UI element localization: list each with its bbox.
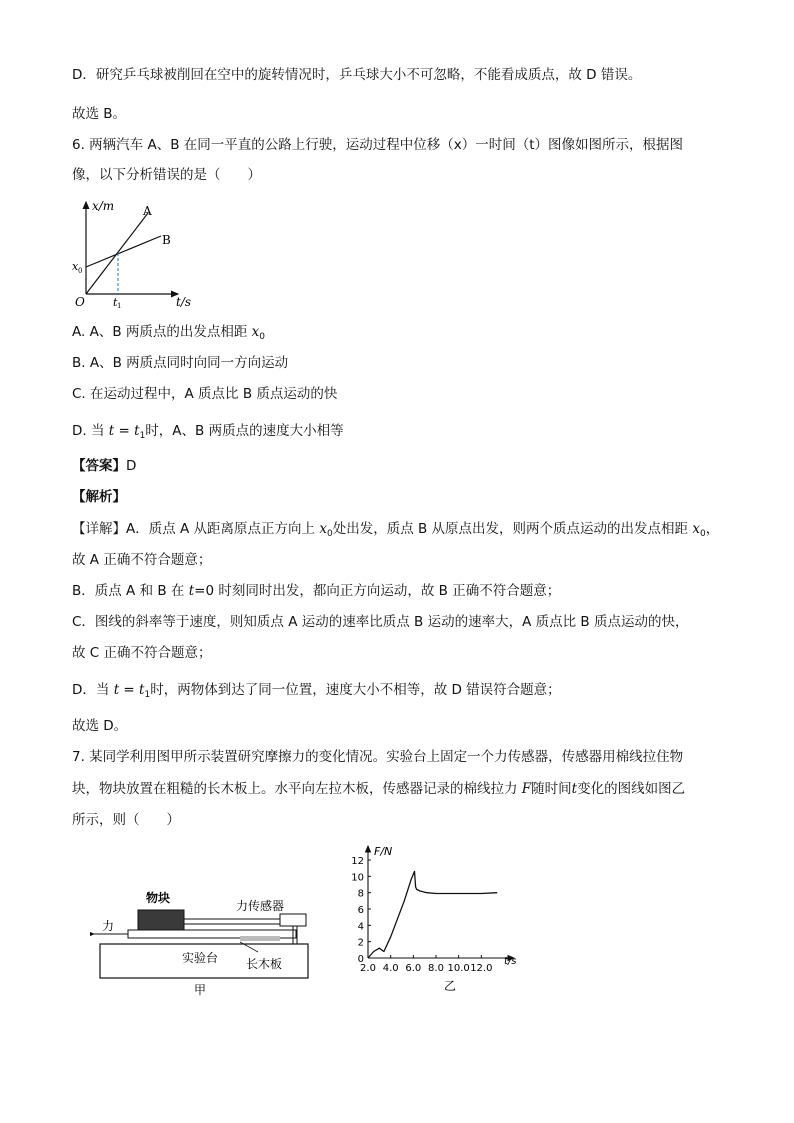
- q7-caption-jia: 甲: [194, 983, 207, 997]
- q7-chart-series-line: [368, 871, 497, 958]
- q6-x0-label: x: [72, 260, 79, 273]
- q7-stem2-a: 块，物块放置在粗糙的长木板上。水平向左拉木板，传感器记录的棉线拉力: [72, 781, 522, 797]
- q6-option-c: C. 在运动过程中，A 质点比 B 质点运动的快: [72, 386, 338, 402]
- q7-board-shadow: [240, 936, 280, 941]
- q6-conclusion: 故选 D。: [72, 718, 128, 734]
- q7-stem2-F: F: [521, 781, 532, 797]
- q6-option-d-t1sub: 1: [139, 431, 146, 441]
- q6-stem-line1: 6. 两辆汽车 A、B 在同一平直的公路上行驶，运动过程中位移（x）一时间（t）图像如图所示，根据图: [72, 137, 684, 153]
- q6-detail6-t1sub: 1: [144, 690, 151, 700]
- q6-x-label: t/s: [176, 295, 192, 309]
- q6-detail1-sub: 0: [326, 529, 333, 539]
- q7-stem2-c: 变化的图线如图乙: [577, 781, 686, 797]
- q6-option-d-t1: t: [134, 423, 140, 439]
- q7-chart-y-tick-label: 0: [357, 954, 364, 965]
- q7-stem-line1: 7. 某同学利用图甲所示装置研究摩擦力的变化情况。实验台上固定一个力传感器，传感器用棉线拉住物: [72, 749, 684, 765]
- q7-chart-x-tick-label: 6.0: [405, 963, 422, 974]
- q6-y-label: x/m: [92, 199, 115, 213]
- q6-option-a: [72, 322, 265, 347]
- q6-detail-line4: C．图线的斜率等于速度，则知质点 A 运动的速率比质点 B 运动的速率大，A 质点比 B 质点运动的快，: [72, 614, 689, 630]
- q6-detail1-var: x: [319, 521, 327, 537]
- q6-option-d-t: t: [108, 423, 115, 439]
- q6-answer: D: [126, 458, 137, 474]
- q7-ft-chart: [338, 838, 534, 1008]
- q6-xt-figure: [66, 196, 206, 312]
- q6-option-d-eq: =: [114, 423, 135, 439]
- q6-option-d-pre: D. 当: [72, 423, 109, 439]
- q7-caption-yi: 乙: [444, 979, 457, 993]
- q6-option-a-var: x: [251, 324, 260, 340]
- q6-analysis-tag-text: 【解析】: [72, 489, 126, 505]
- q6-detail6-eq: =: [119, 682, 140, 698]
- q7-chart-y-tick-label: 8: [357, 888, 364, 900]
- q7-chart-y-tick-label: 12: [351, 856, 364, 867]
- q7-stem-line3: 所示，则（ ）: [72, 812, 180, 828]
- q6-detail3-b: =0 时刻同时出发，都向正方向运动，故 B 正确不符合题意；: [194, 583, 561, 599]
- q6-detail-line3: [72, 581, 560, 601]
- q6-detail3-a: B．质点 A 和 B 在: [72, 583, 189, 599]
- q7-sensor-label: 力传感器: [236, 899, 285, 913]
- q6-detail1-sub2: 0: [699, 529, 706, 539]
- prev-conclusion: 故选 B。: [72, 106, 127, 122]
- q6-detail6-pre: D．当: [72, 682, 114, 698]
- q7-chart-y-tick-label: 2: [357, 937, 364, 949]
- q6-line-b-label: B: [162, 233, 171, 247]
- prev-option-d: D．研究乒乓球被削回在空中的旋转情况时，乒乓球大小不可忽略，不能看成质点，故 D 错误。: [72, 67, 642, 83]
- q6-origin: O: [75, 295, 85, 309]
- q6-detail1-var2: x: [692, 521, 700, 537]
- q7-stem2-b: 随时间: [531, 781, 572, 797]
- q6-detail1-b: 处出发，质点 B 从原点出发，则两个质点运动的出发点相距: [332, 521, 693, 537]
- q7-apparatus-figure: [90, 878, 330, 998]
- q6-detail-line6: [72, 680, 561, 705]
- q6-detail-line1: [72, 519, 719, 544]
- q6-x0-sub: 0: [78, 267, 83, 275]
- q6-option-d: [72, 421, 344, 446]
- q6-detail6-post: 时，两物体到达了同一位置，速度大小不相等，故 D 错误符合题意；: [150, 682, 561, 698]
- q7-chart-x-label: t/s: [504, 956, 517, 967]
- q6-option-a-text: A. A、B 两质点的出发点相距: [72, 324, 252, 340]
- q6-line-a-label: A: [143, 204, 152, 218]
- q7-chart-y-tick-label: 10: [351, 872, 364, 884]
- q7-chart-x-tick-label: 8.0: [428, 963, 444, 974]
- q7-block-label: 物块: [146, 891, 171, 905]
- q7-chart-x-tick-label: 4.0: [382, 963, 399, 974]
- q6-detail-line5: 故 C 正确不符合题意；: [72, 645, 212, 661]
- q7-chart-x-tick-label: 2.0: [360, 963, 376, 974]
- q7-board-label: 长木板: [246, 957, 283, 971]
- q7-chart-x-tick-label: 10.0: [447, 963, 470, 974]
- q6-analysis-tag: [72, 487, 126, 507]
- q6-detail1-a: A．质点 A 从距离原点正方向上: [126, 521, 320, 537]
- q7-stem-line2: [72, 779, 685, 799]
- q7-chart-y-tick-label: 4: [357, 921, 364, 933]
- q6-detail6-t: t: [113, 682, 120, 698]
- q7-chart-x-tick-label: 12.0: [470, 963, 493, 974]
- q6-detail6-t1: t: [139, 682, 145, 698]
- q6-detail1-c: ，: [705, 521, 720, 537]
- q6-answer-line: [72, 456, 136, 476]
- q6-stem-line2: 像，以下分析错误的是（ ）: [72, 167, 261, 183]
- q6-line-a: [86, 213, 148, 294]
- q6-line-b: [86, 236, 161, 267]
- q6-detail-tag: 【详解】: [72, 521, 126, 537]
- q7-chart-y-tick-label: 6: [357, 905, 364, 916]
- q6-option-b: B. A、B 两质点同时向同一方向运动: [72, 355, 289, 371]
- q7-force-label: 力: [102, 919, 115, 933]
- q6-detail-line2: 故 A 正确不符合题意；: [72, 552, 212, 568]
- q7-chart-y-label: F/N: [374, 845, 393, 858]
- q7-table-label: 实验台: [182, 951, 219, 965]
- q6-t1-sub: 1: [117, 302, 122, 310]
- q6-t1-label: t: [113, 296, 118, 309]
- q7-sensor-shape: [280, 914, 306, 926]
- q6-option-a-sub: 0: [259, 332, 266, 342]
- q6-option-d-post: 时，A、B 两质点的速度大小相等: [145, 423, 344, 439]
- q6-detail3-var: t: [188, 583, 195, 599]
- q7-stem2-t: t: [571, 781, 578, 797]
- q7-block-shape: [138, 910, 184, 930]
- q6-answer-tag: 【答案】: [72, 458, 126, 474]
